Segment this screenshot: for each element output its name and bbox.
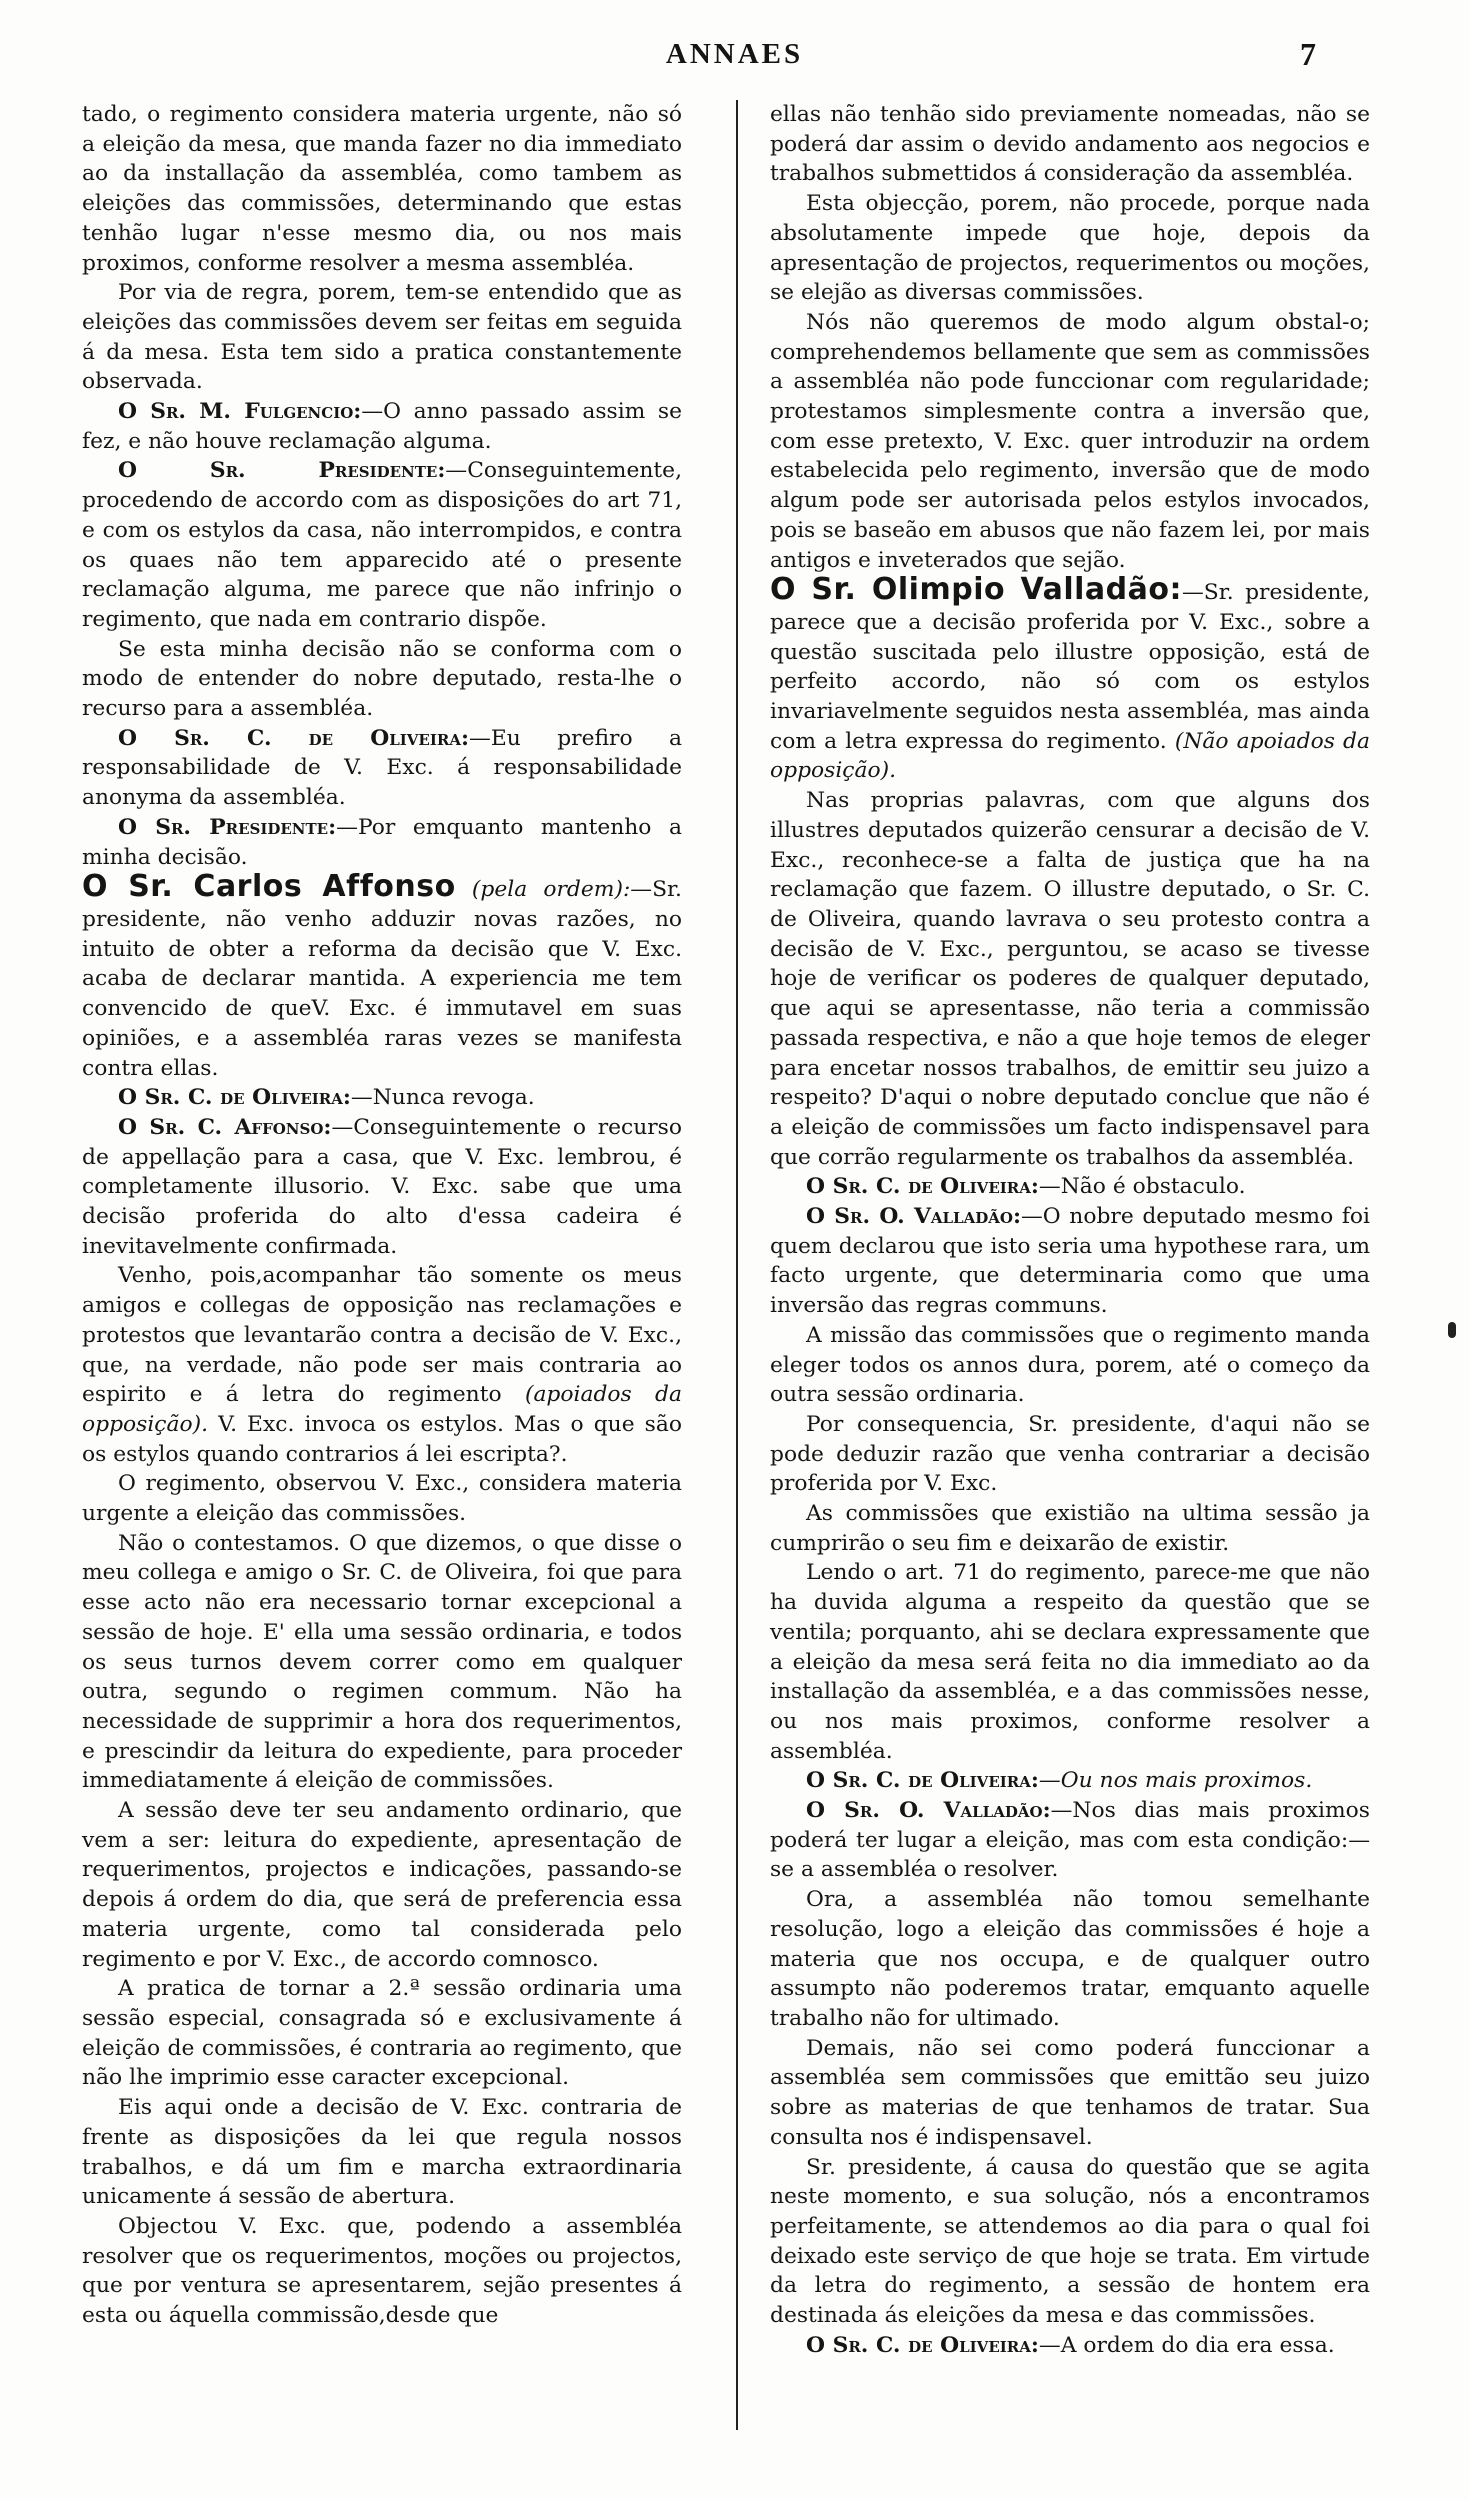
paragraph: ellas não tenhão sido previamente nomeadas, não se poderá dar assim o devido andamento aos negocios e trabalhos submettidos á consideração da assembléa. xyxy=(770,102,1370,187)
speech-text: —O nobre deputado mesmo foi quem declarou que isto seria uma hypothese rara, um facto urgente, que determinaria como que uma inversão das regras communs. xyxy=(770,1204,1370,1319)
speech-text: —O anno passado assim se fez, e não houve reclamação alguma. xyxy=(82,399,682,454)
paragraph: Ora, a assembléa não tomou semelhante resolução, logo a eleição das commissões é hoje a materia que nos occupa, e de qualquer outro assumpto não poderemos tratar, emquanto aquelle trabalho não for ultimado. xyxy=(770,1887,1370,2031)
paragraph: Esta objecção, porem, não procede, porque nada absolutamente impede que hoje, depois da apresentação de projectos, requerimentos ou moções, se elejão as diversas commissões. xyxy=(770,191,1370,306)
paragraph: A missão das commissões que o regimento manda eleger todos os annos dura, porem, até o começo da outra sessão ordinaria. xyxy=(770,1322,1370,1408)
paragraph: A sessão deve ter seu andamento ordinario, que vem a ser: leitura do expediente, apresentação de requerimentos, projectos e indicações, passando-se depois á ordem do dia, que será de preferencia essa materia urgente, como tal considerada pelo regimento e por V. Exc., de accordo comnosco. xyxy=(82,1798,682,1972)
speaker-name: O Sr. O. Valladão: xyxy=(806,1204,1021,1230)
running-title: ANNAES xyxy=(665,38,804,70)
paragraph: Objectou V. Exc. que, podendo a assembléa resolver que os requerimentos, moções ou projectos, que por ventura se apresentarem, sejão presentes á esta ou áquella commissão,desde que xyxy=(82,2213,682,2329)
right-column xyxy=(770,100,1370,2360)
speech-text: —Conseguintemente, procedendo de accordo com as disposições do art 71, e com os estylos da casa, não interrompidos, e contra os quaes não tem apparecido até o presente reclamação alguma, me parece que não infrinjo o regimento, que nada em contrario dispõe. xyxy=(82,458,682,632)
speech-text: —Por emquanto mantenho a minha decisão. xyxy=(82,814,682,870)
speech xyxy=(770,1172,1370,1202)
speaker-name: O Sr. C. Affonso: xyxy=(118,1114,332,1140)
speaker-name: O Sr. O. Valladão: xyxy=(806,1798,1051,1824)
speech-note: (Não apoiados da opposição). xyxy=(770,728,1370,784)
speaker-name: O Sr. C. de Oliveira: xyxy=(118,725,470,751)
page-number: 7 xyxy=(1300,36,1316,72)
speech-note: (pela ordem): xyxy=(471,877,631,903)
speaker-heading: O Sr. Carlos Affonso xyxy=(82,869,456,905)
speech xyxy=(770,572,1370,786)
paragraph: A pratica de tornar a 2.ª sessão ordinaria uma sessão especial, consagrada só e exclusivamente á eleição de commissões, é contraria ao regimento, que não lhe imprimio esse caracter excepcional. xyxy=(82,1976,682,2091)
speech-note: (apoiados da opposição). xyxy=(82,1382,683,1437)
speech xyxy=(82,397,682,456)
speech xyxy=(82,813,682,872)
paragraph: Por consequencia, Sr. presidente, d'aqui não se pode deduzir razão que venha contrariar a decisão proferida por V. Exc. xyxy=(770,1411,1370,1497)
speech xyxy=(770,2331,1370,2361)
speech-text: —Sr. presidente, não venho adduzir novas razões, no intuito de obter a reforma da decisão que V. Exc. acaba de declarar mantida. A experiencia me tem convencido de queV. Exc. é immutavel em suas opiniões, e a assembléa raras vezes se manifesta contra ellas. xyxy=(82,877,682,1081)
speaker-name: O Sr. M. Fulgencio: xyxy=(118,399,362,425)
paragraph: Demais, não sei como poderá funccionar a assembléa sem commissões que emittão seu juizo sobre as materias de que tenhamos de tratar. Sua consulta nos é indispensavel. xyxy=(770,2035,1370,2150)
paragraph-text: V. Exc. invoca os estylos. Mas o que são os estylos quando contrarios á lei escripta?. xyxy=(82,1411,682,1467)
speech-text: —Eu prefiro a responsabilidade de V. Exc. á responsabilidade anonyma da assembléa. xyxy=(82,725,683,811)
paragraph-text: Venho, pois,acompanhar tão somente os meus amigos e collegas de opposição nas reclamações e protestos que levantarão contra a decisão de V. Exc., que, na verdade, não pode ser mais contraria ao espirito e á letra do regimento xyxy=(82,1263,682,1408)
paragraph: Nas proprias palavras, com que alguns dos illustres deputados quizerão censurar a decisão de V. Exc., reconhece-se a falta de justiça que ha na reclamação que fazem. O illustre deputado, o Sr. C. de Oliveira, quando lavrava o seu protesto contra a decisão de V. Exc., perguntou, se acaso se tivesse hoje de verificar os poderes de qualquer deputado, que aqui se apresentasse, não teria a commissão passada respectiva, e não a que hoje temos de eleger para encetar nossos trabalhos, de emittir seu juizo a respeito? D'aqui o nobre deputado conclue que não é a eleição de commissões um facto indispensavel para que corrão regularmente os trabalhos da assembléa. xyxy=(770,788,1370,1170)
paragraph: Eis aqui onde a decisão de V. Exc. contraria de frente as disposições da lei que regula nossos trabalhos, e dá um fim e marcha extraordinaria unicamente á sessão de abertura. xyxy=(82,2095,682,2210)
speaker-heading: O Sr. Olimpio Valladão: xyxy=(770,572,1182,608)
speech-note: —Ou nos mais proximos. xyxy=(1038,1768,1313,1794)
paragraph: tado, o regimento considera materia urgente, não só a eleição da mesa, que manda fazer no dia immediato ao da installação da assembléa, como tambem as eleições das commissões, determinando que estas tenhão lugar n'esse mesmo dia, ou nos mais proximos, conforme resolver a mesma assembléa. xyxy=(82,102,682,276)
speech xyxy=(82,724,682,813)
speaker-name: O Sr. Presidente: xyxy=(118,458,446,484)
speech-text: —A ordem do dia era essa. xyxy=(1038,2332,1335,2358)
speech xyxy=(770,1202,1370,1321)
speech-text: —Nos dias mais proximos poderá ter lugar a eleição, mas com esta condição:—se a assembléa o resolver. xyxy=(770,1798,1370,1883)
paragraph: Se esta minha decisão não se conforma com o modo de entender do nobre deputado, resta-lhe o recurso para a assembléa. xyxy=(82,636,682,722)
speech xyxy=(82,456,682,634)
speech-text: —Conseguintemente o recurso de appellação para a casa, que V. Exc. lembrou, é completamente illusorio. V. Exc. sabe que uma decisão proferida do alto d'essa cadeira é inevitavelmente confirmada. xyxy=(82,1114,682,1259)
speech xyxy=(82,869,682,1083)
column-divider xyxy=(736,100,738,2430)
speech-text: —Sr. presidente, parece que a decisão proferida por V. Exc., sobre a questão suscitada pelo illustre opposição, está de perfeito accordo, não só com os estylos invariavelmente seguidos nesta assembléa, mas ainda com a letra expressa do regimento. xyxy=(770,580,1370,754)
paragraph: Não o contestamos. O que dizemos, o que disse o meu collega e amigo o Sr. C. de Oliveira, foi que para esse acto não era necessario tornar excepcional a sessão de hoje. E' ella uma sessão ordinaria, e todos os seus turnos devem correr como em qualquer outra, segundo o regimen commum. Não ha necessidade de supprimir a hora dos requerimentos, e prescindir da leitura do expediente, para proceder immediatamente á eleição de commissões. xyxy=(82,1530,682,1794)
paragraph xyxy=(82,1261,682,1469)
speech xyxy=(82,1113,682,1262)
speech-text: —Não é obstaculo. xyxy=(1038,1174,1246,1200)
speaker-name: O Sr. C. de Oliveira: xyxy=(118,1085,351,1111)
paragraph: Por via de regra, porem, tem-se entendido que as eleições das commissões devem ser feitas em seguida á da mesa. Esta tem sido a pratica constantemente observada. xyxy=(82,280,682,395)
paragraph: Sr. presidente, á causa do questão que se agita neste momento, e sua solução, nós a encontramos perfeitamente, se attendemos ao dia para o qual foi deixado este serviço de que hoje se trata. Em virtude da letra do regimento, a sessão de hontem era destinada ás eleições da mesa e das commissões. xyxy=(770,2154,1370,2329)
speech xyxy=(82,1083,682,1113)
speech xyxy=(770,1796,1370,1885)
speech xyxy=(770,1766,1370,1796)
paragraph: As commissões que existião na ultima sessão ja cumprirão o seu fim e deixarão de existir. xyxy=(770,1501,1370,1556)
speaker-name: O Sr. C. de Oliveira: xyxy=(806,2332,1039,2358)
paragraph: O regimento, observou V. Exc., considera materia urgente a eleição das commissões. xyxy=(82,1471,682,1527)
speech-text: —Nunca revoga. xyxy=(350,1085,535,1111)
speaker-name: O Sr. C. de Oliveira: xyxy=(806,1174,1039,1200)
left-column xyxy=(82,100,682,2331)
margin-ink-mark xyxy=(1448,1322,1456,1338)
paragraph: Lendo o art. 71 do regimento, parece-me que não ha duvida alguma a respeito da questão que se ventila; porquanto, ahi se declara expressamente que a eleição da mesa será feita no dia immediato ao da installação da assembléa, e a das commissões nesse, ou nos mais proximos, conforme resolver a assembléa. xyxy=(770,1560,1370,1764)
speaker-name: O Sr. Presidente: xyxy=(118,814,337,840)
speaker-name: O Sr. C. de Oliveira: xyxy=(806,1768,1039,1794)
paragraph: Nós não queremos de modo algum obstal-o; comprehendemos bellamente que sem as commissões a assembléa não pode funccionar com regularidade; protestamos simplesmente contra a inversão que, com esse pretexto, V. Exc. quer introduzir na ordem estabelecida pelo regimento, inversão que de modo algum pode ser autorisada pelos estylos invocados, pois se baseão em abusos que não fazem lei, por mais antigos e inveterados que sejão. xyxy=(770,309,1370,573)
